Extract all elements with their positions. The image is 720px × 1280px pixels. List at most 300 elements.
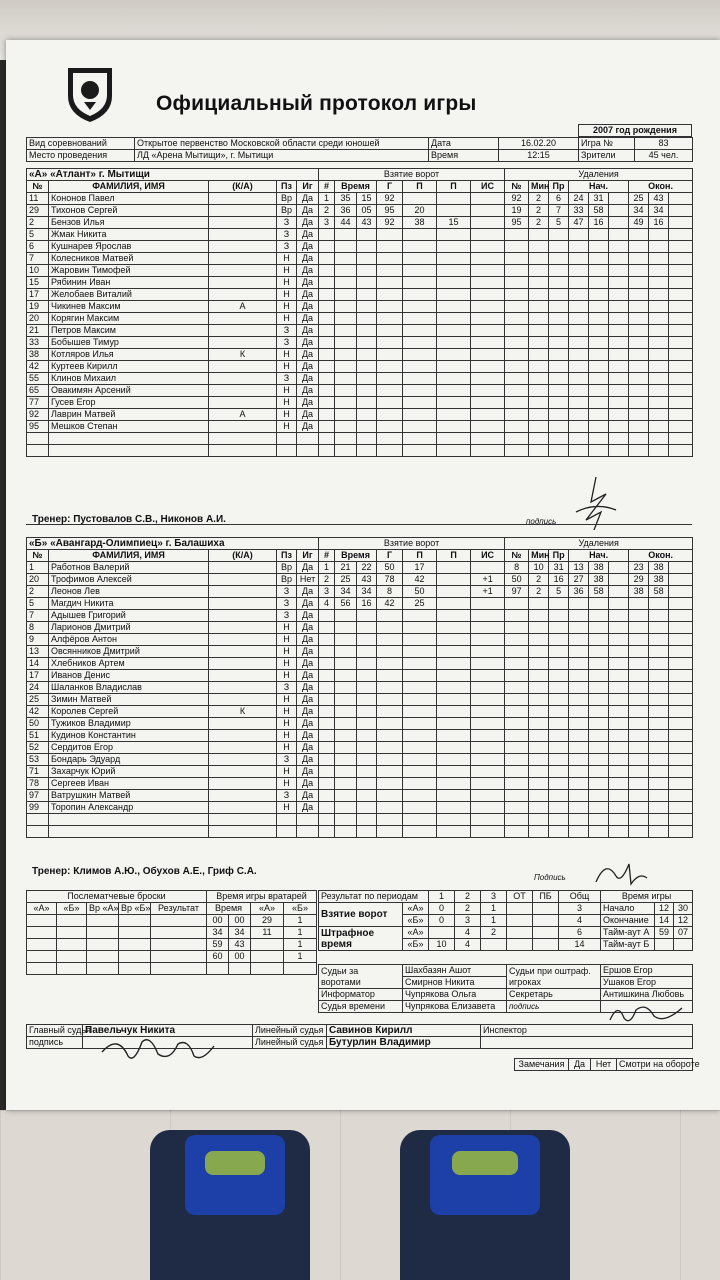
goal-scorer bbox=[377, 754, 403, 766]
penalty-player bbox=[505, 718, 529, 730]
penalty-player bbox=[505, 349, 529, 361]
game-time-row bbox=[601, 939, 693, 951]
penalty-start-sec bbox=[589, 421, 609, 433]
player-row bbox=[27, 205, 693, 217]
goal-scorer bbox=[377, 253, 403, 265]
player-name: Петров Максим bbox=[49, 325, 209, 337]
penalty-end-sec bbox=[649, 754, 669, 766]
player-name: Адышев Григорий bbox=[49, 610, 209, 622]
goal-situation bbox=[471, 610, 505, 622]
empty-cell bbox=[297, 445, 319, 457]
goalie-row bbox=[207, 951, 317, 963]
goal-minute bbox=[335, 385, 357, 397]
player-position: Н bbox=[277, 670, 297, 682]
empty-cell bbox=[529, 826, 549, 838]
penalty-end-min bbox=[629, 229, 649, 241]
referee-sign-label: подпись bbox=[27, 1037, 83, 1049]
goal-situation bbox=[471, 622, 505, 634]
player-played: Да bbox=[297, 670, 319, 682]
player-row bbox=[27, 229, 693, 241]
goal-situation bbox=[471, 802, 505, 814]
period-value: 2 bbox=[481, 927, 507, 939]
goal-assist-2 bbox=[437, 193, 471, 205]
player-name: Леонов Лев bbox=[49, 586, 209, 598]
col-g: Г bbox=[377, 181, 403, 193]
penalty-player: 92 bbox=[505, 193, 529, 205]
goal-second bbox=[357, 373, 377, 385]
player-role: К bbox=[209, 349, 277, 361]
penalty-end-sec: 43 bbox=[649, 193, 669, 205]
player-number: 6 bbox=[27, 241, 49, 253]
penalty-start-sec bbox=[589, 610, 609, 622]
player-role bbox=[209, 313, 277, 325]
penalty-end-min bbox=[629, 778, 649, 790]
goal-scorer bbox=[377, 337, 403, 349]
goal-situation bbox=[471, 778, 505, 790]
penalty-end-spacer bbox=[609, 766, 629, 778]
goal-assist-1 bbox=[403, 670, 437, 682]
goal-second bbox=[357, 361, 377, 373]
team-b-name: «Б» «Авангард-Олимпиец» г. Балашиха bbox=[27, 538, 319, 550]
penalty-judges-label: Судьи при оштраф. игроках bbox=[507, 965, 601, 989]
remarks-see-back: Смотри на обороте bbox=[617, 1059, 693, 1071]
goal-assist-1 bbox=[403, 289, 437, 301]
penalty-reason bbox=[549, 337, 569, 349]
penalty-end-spacer bbox=[609, 241, 629, 253]
goal-assist-2 bbox=[437, 574, 471, 586]
penalty-end-spacer bbox=[609, 337, 629, 349]
penalty-end-extra bbox=[669, 385, 693, 397]
goal-assist-2 bbox=[437, 790, 471, 802]
penalty-reason bbox=[549, 253, 569, 265]
col-p1: П bbox=[403, 550, 437, 562]
penalty-end-spacer bbox=[609, 622, 629, 634]
goal-minute bbox=[335, 361, 357, 373]
empty-cell bbox=[297, 433, 319, 445]
goal-second bbox=[357, 718, 377, 730]
player-name: Работнов Валерий bbox=[49, 562, 209, 574]
timekeeper-value: Чупрякова Елизавета bbox=[403, 1001, 507, 1013]
player-played: Да bbox=[297, 349, 319, 361]
period-col-3: 3 bbox=[481, 891, 507, 903]
empty-cell bbox=[357, 433, 377, 445]
goal-second bbox=[357, 229, 377, 241]
penalty-start-sec: 38 bbox=[589, 574, 609, 586]
empty-cell bbox=[609, 445, 629, 457]
penalty-judge-1: Ершов Егор bbox=[601, 965, 693, 977]
goal-number bbox=[319, 754, 335, 766]
penalty-end-extra bbox=[669, 646, 693, 658]
penalty-end-extra bbox=[669, 205, 693, 217]
player-played: Да bbox=[297, 277, 319, 289]
goal-number bbox=[319, 670, 335, 682]
player-number: 19 bbox=[27, 301, 49, 313]
player-name: Бензов Илья bbox=[49, 217, 209, 229]
goal-situation bbox=[471, 373, 505, 385]
player-name: Торопин Александр bbox=[49, 802, 209, 814]
penalty-start-min bbox=[569, 241, 589, 253]
penalty-start-min bbox=[569, 766, 589, 778]
penalty-reason: 5 bbox=[549, 217, 569, 229]
penalty-end-spacer bbox=[609, 610, 629, 622]
goal-minute bbox=[335, 325, 357, 337]
player-position: Н bbox=[277, 265, 297, 277]
goalie-second: 43 bbox=[229, 939, 251, 951]
goal-assist-2 bbox=[437, 265, 471, 277]
penalty-reason bbox=[549, 265, 569, 277]
goal-number bbox=[319, 790, 335, 802]
player-position: Н bbox=[277, 694, 297, 706]
goal-assist-1 bbox=[403, 241, 437, 253]
period-team: «Б» bbox=[403, 939, 429, 951]
penalty-reason bbox=[549, 361, 569, 373]
goal-number bbox=[319, 241, 335, 253]
empty-cell bbox=[437, 814, 471, 826]
penalty-end-spacer bbox=[609, 325, 629, 337]
player-number: 7 bbox=[27, 253, 49, 265]
player-number: 42 bbox=[27, 706, 49, 718]
goal-scorer bbox=[377, 289, 403, 301]
player-role: К bbox=[209, 706, 277, 718]
col-time: Время bbox=[335, 181, 377, 193]
game-time-row bbox=[601, 915, 693, 927]
player-row bbox=[27, 598, 693, 610]
penalty-start-sec bbox=[589, 337, 609, 349]
goal-scorer bbox=[377, 397, 403, 409]
player-number: 99 bbox=[27, 802, 49, 814]
player-position: Н bbox=[277, 658, 297, 670]
goal-assist-2 bbox=[437, 349, 471, 361]
penalty-end-min: 29 bbox=[629, 574, 649, 586]
penalty-start-sec bbox=[589, 265, 609, 277]
penalty-reason bbox=[549, 277, 569, 289]
col-hash: # bbox=[319, 550, 335, 562]
penalty-start-sec bbox=[589, 766, 609, 778]
player-played: Да bbox=[297, 742, 319, 754]
penalty-minutes: 2 bbox=[529, 193, 549, 205]
empty-cell bbox=[505, 826, 529, 838]
empty-cell bbox=[297, 826, 319, 838]
player-name: Колесников Матвей bbox=[49, 253, 209, 265]
goal-assist-1 bbox=[403, 409, 437, 421]
period-value: 3 bbox=[559, 903, 601, 915]
penalty-end-extra bbox=[669, 802, 693, 814]
penalty-end-extra bbox=[669, 265, 693, 277]
penalty-minutes: 10 bbox=[529, 562, 549, 574]
player-number: 5 bbox=[27, 598, 49, 610]
player-played: Да bbox=[297, 265, 319, 277]
penalty-reason bbox=[549, 730, 569, 742]
goal-minute: 36 bbox=[335, 205, 357, 217]
penalty-start-min bbox=[569, 754, 589, 766]
player-role bbox=[209, 802, 277, 814]
goal-minute bbox=[335, 778, 357, 790]
player-number: 52 bbox=[27, 742, 49, 754]
goal-assist-1: 38 bbox=[403, 217, 437, 229]
empty-cell bbox=[589, 445, 609, 457]
col-ka: (К/А) bbox=[209, 181, 277, 193]
penalty-start-sec bbox=[589, 325, 609, 337]
player-role bbox=[209, 277, 277, 289]
col-pz: Пз bbox=[277, 550, 297, 562]
penalty-reason bbox=[549, 742, 569, 754]
goal-scorer bbox=[377, 610, 403, 622]
goal-second bbox=[357, 634, 377, 646]
player-role bbox=[209, 682, 277, 694]
floor bbox=[0, 1110, 720, 1280]
player-played: Да bbox=[297, 253, 319, 265]
penalty-end-sec bbox=[649, 265, 669, 277]
penalty-end-sec bbox=[649, 301, 669, 313]
goal-situation: +1 bbox=[471, 586, 505, 598]
goal-second bbox=[357, 313, 377, 325]
goal-assist-1 bbox=[403, 325, 437, 337]
goal-minute bbox=[335, 646, 357, 658]
penalty-end-sec bbox=[649, 289, 669, 301]
game-time-table bbox=[600, 890, 693, 951]
shootout-col-result: Результат bbox=[151, 903, 207, 915]
team-a-name: «А» «Атлант» г. Мытищи bbox=[27, 169, 319, 181]
penalty-end-extra bbox=[669, 718, 693, 730]
penalty-start-min: 47 bbox=[569, 217, 589, 229]
team-a-bottom-border bbox=[26, 524, 692, 525]
player-position: З bbox=[277, 241, 297, 253]
goal-assist-1: 20 bbox=[403, 205, 437, 217]
penalty-end-extra bbox=[669, 598, 693, 610]
player-number: 24 bbox=[27, 682, 49, 694]
penalty-end-spacer bbox=[609, 313, 629, 325]
penalty-reason bbox=[549, 778, 569, 790]
player-number: 92 bbox=[27, 409, 49, 421]
empty-cell bbox=[27, 814, 49, 826]
player-number: 2 bbox=[27, 217, 49, 229]
period-value bbox=[533, 927, 559, 939]
spectators-label: Зрители bbox=[579, 150, 635, 162]
empty-cell bbox=[335, 826, 357, 838]
player-position: З bbox=[277, 586, 297, 598]
player-position: Н bbox=[277, 301, 297, 313]
empty-cell bbox=[649, 826, 669, 838]
period-team: «Б» bbox=[403, 915, 429, 927]
goal-second: 15 bbox=[357, 193, 377, 205]
penalty-end-min bbox=[629, 373, 649, 385]
penalty-end-sec bbox=[649, 778, 669, 790]
penalty-start-min bbox=[569, 742, 589, 754]
penalty-end-extra bbox=[669, 574, 693, 586]
team-a-goals-header: Взятие ворот bbox=[319, 169, 505, 181]
penalty-reason bbox=[549, 385, 569, 397]
penalty-start-min bbox=[569, 421, 589, 433]
empty-cell bbox=[649, 814, 669, 826]
referee-label: Главный судья bbox=[27, 1025, 83, 1037]
player-row bbox=[27, 682, 693, 694]
goal-assist-1 bbox=[403, 361, 437, 373]
penalty-start-min bbox=[569, 397, 589, 409]
penalty-end-spacer bbox=[609, 754, 629, 766]
penalty-end-spacer bbox=[609, 802, 629, 814]
goal-scorer: 50 bbox=[377, 562, 403, 574]
goal-number bbox=[319, 385, 335, 397]
penalty-minutes: 2 bbox=[529, 574, 549, 586]
player-position: Н bbox=[277, 742, 297, 754]
penalty-end-sec bbox=[649, 337, 669, 349]
player-role bbox=[209, 730, 277, 742]
penalty-player: 50 bbox=[505, 574, 529, 586]
goals-label: Взятие ворот bbox=[319, 903, 403, 927]
player-role bbox=[209, 790, 277, 802]
remarks-label: Замечания bbox=[515, 1059, 569, 1071]
period-value bbox=[507, 927, 533, 939]
player-played: Да bbox=[297, 622, 319, 634]
empty-cell bbox=[49, 814, 209, 826]
penalty-player bbox=[505, 742, 529, 754]
penalty-reason bbox=[549, 397, 569, 409]
player-row bbox=[27, 421, 693, 433]
penalty-minutes bbox=[529, 622, 549, 634]
col-ka: (К/А) bbox=[209, 550, 277, 562]
penalty-end-min bbox=[629, 802, 649, 814]
penalty-player bbox=[505, 253, 529, 265]
player-role bbox=[209, 253, 277, 265]
col-pnum: № bbox=[505, 181, 529, 193]
empty-cell bbox=[437, 826, 471, 838]
penalty-end-sec bbox=[649, 790, 669, 802]
goal-second bbox=[357, 337, 377, 349]
empty-cell bbox=[549, 826, 569, 838]
game-time-label: Время игры bbox=[601, 891, 693, 903]
player-role bbox=[209, 421, 277, 433]
player-role bbox=[209, 373, 277, 385]
penalty-player bbox=[505, 421, 529, 433]
goal-assist-1 bbox=[403, 622, 437, 634]
goal-number: 1 bbox=[319, 193, 335, 205]
penalty-start-sec bbox=[589, 301, 609, 313]
goalie-time-table bbox=[206, 890, 317, 975]
penalty-end-extra bbox=[669, 361, 693, 373]
player-row bbox=[27, 790, 693, 802]
col-min: Мин bbox=[529, 181, 549, 193]
penalty-player bbox=[505, 337, 529, 349]
penalty-end-spacer bbox=[609, 574, 629, 586]
empty-cell bbox=[609, 814, 629, 826]
empty-row bbox=[27, 433, 693, 445]
player-position: Н bbox=[277, 385, 297, 397]
penalty-end-extra bbox=[669, 730, 693, 742]
empty-cell bbox=[277, 445, 297, 457]
empty-cell bbox=[209, 814, 277, 826]
penalty-minutes bbox=[529, 598, 549, 610]
goal-assist-1 bbox=[403, 682, 437, 694]
player-played: Да bbox=[297, 754, 319, 766]
penalty-start-min bbox=[569, 718, 589, 730]
goal-number bbox=[319, 766, 335, 778]
game-time-minute bbox=[655, 939, 674, 951]
period-value: 0 bbox=[429, 915, 455, 927]
team-a-coach: Тренер: Пустовалов С.В., Никонов А.И. bbox=[32, 514, 226, 525]
penalty-start-min: 27 bbox=[569, 574, 589, 586]
goal-assist-2 bbox=[437, 598, 471, 610]
player-name: Клинов Михаил bbox=[49, 373, 209, 385]
penalty-end-spacer bbox=[609, 790, 629, 802]
player-name: Жмак Никита bbox=[49, 229, 209, 241]
empty-cell bbox=[549, 433, 569, 445]
player-role bbox=[209, 754, 277, 766]
goal-number bbox=[319, 337, 335, 349]
penalty-end-spacer bbox=[609, 634, 629, 646]
player-row bbox=[27, 610, 693, 622]
penalty-end-extra bbox=[669, 778, 693, 790]
empty-cell bbox=[471, 445, 505, 457]
player-played: Да bbox=[297, 718, 319, 730]
penalty-player: 8 bbox=[505, 562, 529, 574]
penalty-end-min bbox=[629, 706, 649, 718]
player-number: 65 bbox=[27, 385, 49, 397]
empty-cell bbox=[319, 445, 335, 457]
penalty-end-extra bbox=[669, 349, 693, 361]
player-name: Жаровин Тимофей bbox=[49, 265, 209, 277]
penalty-end-spacer bbox=[609, 409, 629, 421]
goal-scorer bbox=[377, 670, 403, 682]
goal-second bbox=[357, 742, 377, 754]
penalty-end-min bbox=[629, 730, 649, 742]
goal-second bbox=[357, 706, 377, 718]
goal-second: 34 bbox=[357, 586, 377, 598]
goal-minute bbox=[335, 301, 357, 313]
penalty-reason: 5 bbox=[549, 586, 569, 598]
player-name: Зимин Матвей bbox=[49, 694, 209, 706]
player-played: Да bbox=[297, 397, 319, 409]
goalie-a bbox=[251, 939, 284, 951]
goal-number bbox=[319, 658, 335, 670]
goal-minute bbox=[335, 706, 357, 718]
goal-number: 1 bbox=[319, 562, 335, 574]
penalty-reason bbox=[549, 670, 569, 682]
penalty-player bbox=[505, 265, 529, 277]
penalty-end-min bbox=[629, 754, 649, 766]
penalty-minutes bbox=[529, 778, 549, 790]
empty-cell bbox=[505, 814, 529, 826]
goal-scorer bbox=[377, 802, 403, 814]
player-position: Н bbox=[277, 313, 297, 325]
penalty-minutes bbox=[529, 349, 549, 361]
player-position: Н bbox=[277, 289, 297, 301]
game-time-second: 30 bbox=[674, 903, 693, 915]
penalty-player: 95 bbox=[505, 217, 529, 229]
empty-cell bbox=[669, 826, 693, 838]
goal-minute bbox=[335, 337, 357, 349]
col-ig: Иг bbox=[297, 181, 319, 193]
empty-cell bbox=[335, 814, 357, 826]
empty-cell bbox=[471, 826, 505, 838]
player-name: Овсянников Дмитрий bbox=[49, 646, 209, 658]
remarks-table bbox=[514, 1058, 700, 1071]
penalty-player bbox=[505, 790, 529, 802]
goal-scorer bbox=[377, 421, 403, 433]
penalty-start-min bbox=[569, 253, 589, 265]
goal-minute bbox=[335, 397, 357, 409]
penalty-minutes bbox=[529, 241, 549, 253]
goalie-col-a: «А» bbox=[251, 903, 284, 915]
penalty-player bbox=[505, 622, 529, 634]
goalie-a bbox=[251, 951, 284, 963]
goal-assist-1 bbox=[403, 658, 437, 670]
goal-assist-2 bbox=[437, 313, 471, 325]
player-name: Сергеев Иван bbox=[49, 778, 209, 790]
goal-situation bbox=[471, 397, 505, 409]
penalty-end-spacer bbox=[609, 694, 629, 706]
period-value bbox=[507, 939, 533, 951]
referee-value: Павельчук Никита bbox=[83, 1025, 253, 1037]
